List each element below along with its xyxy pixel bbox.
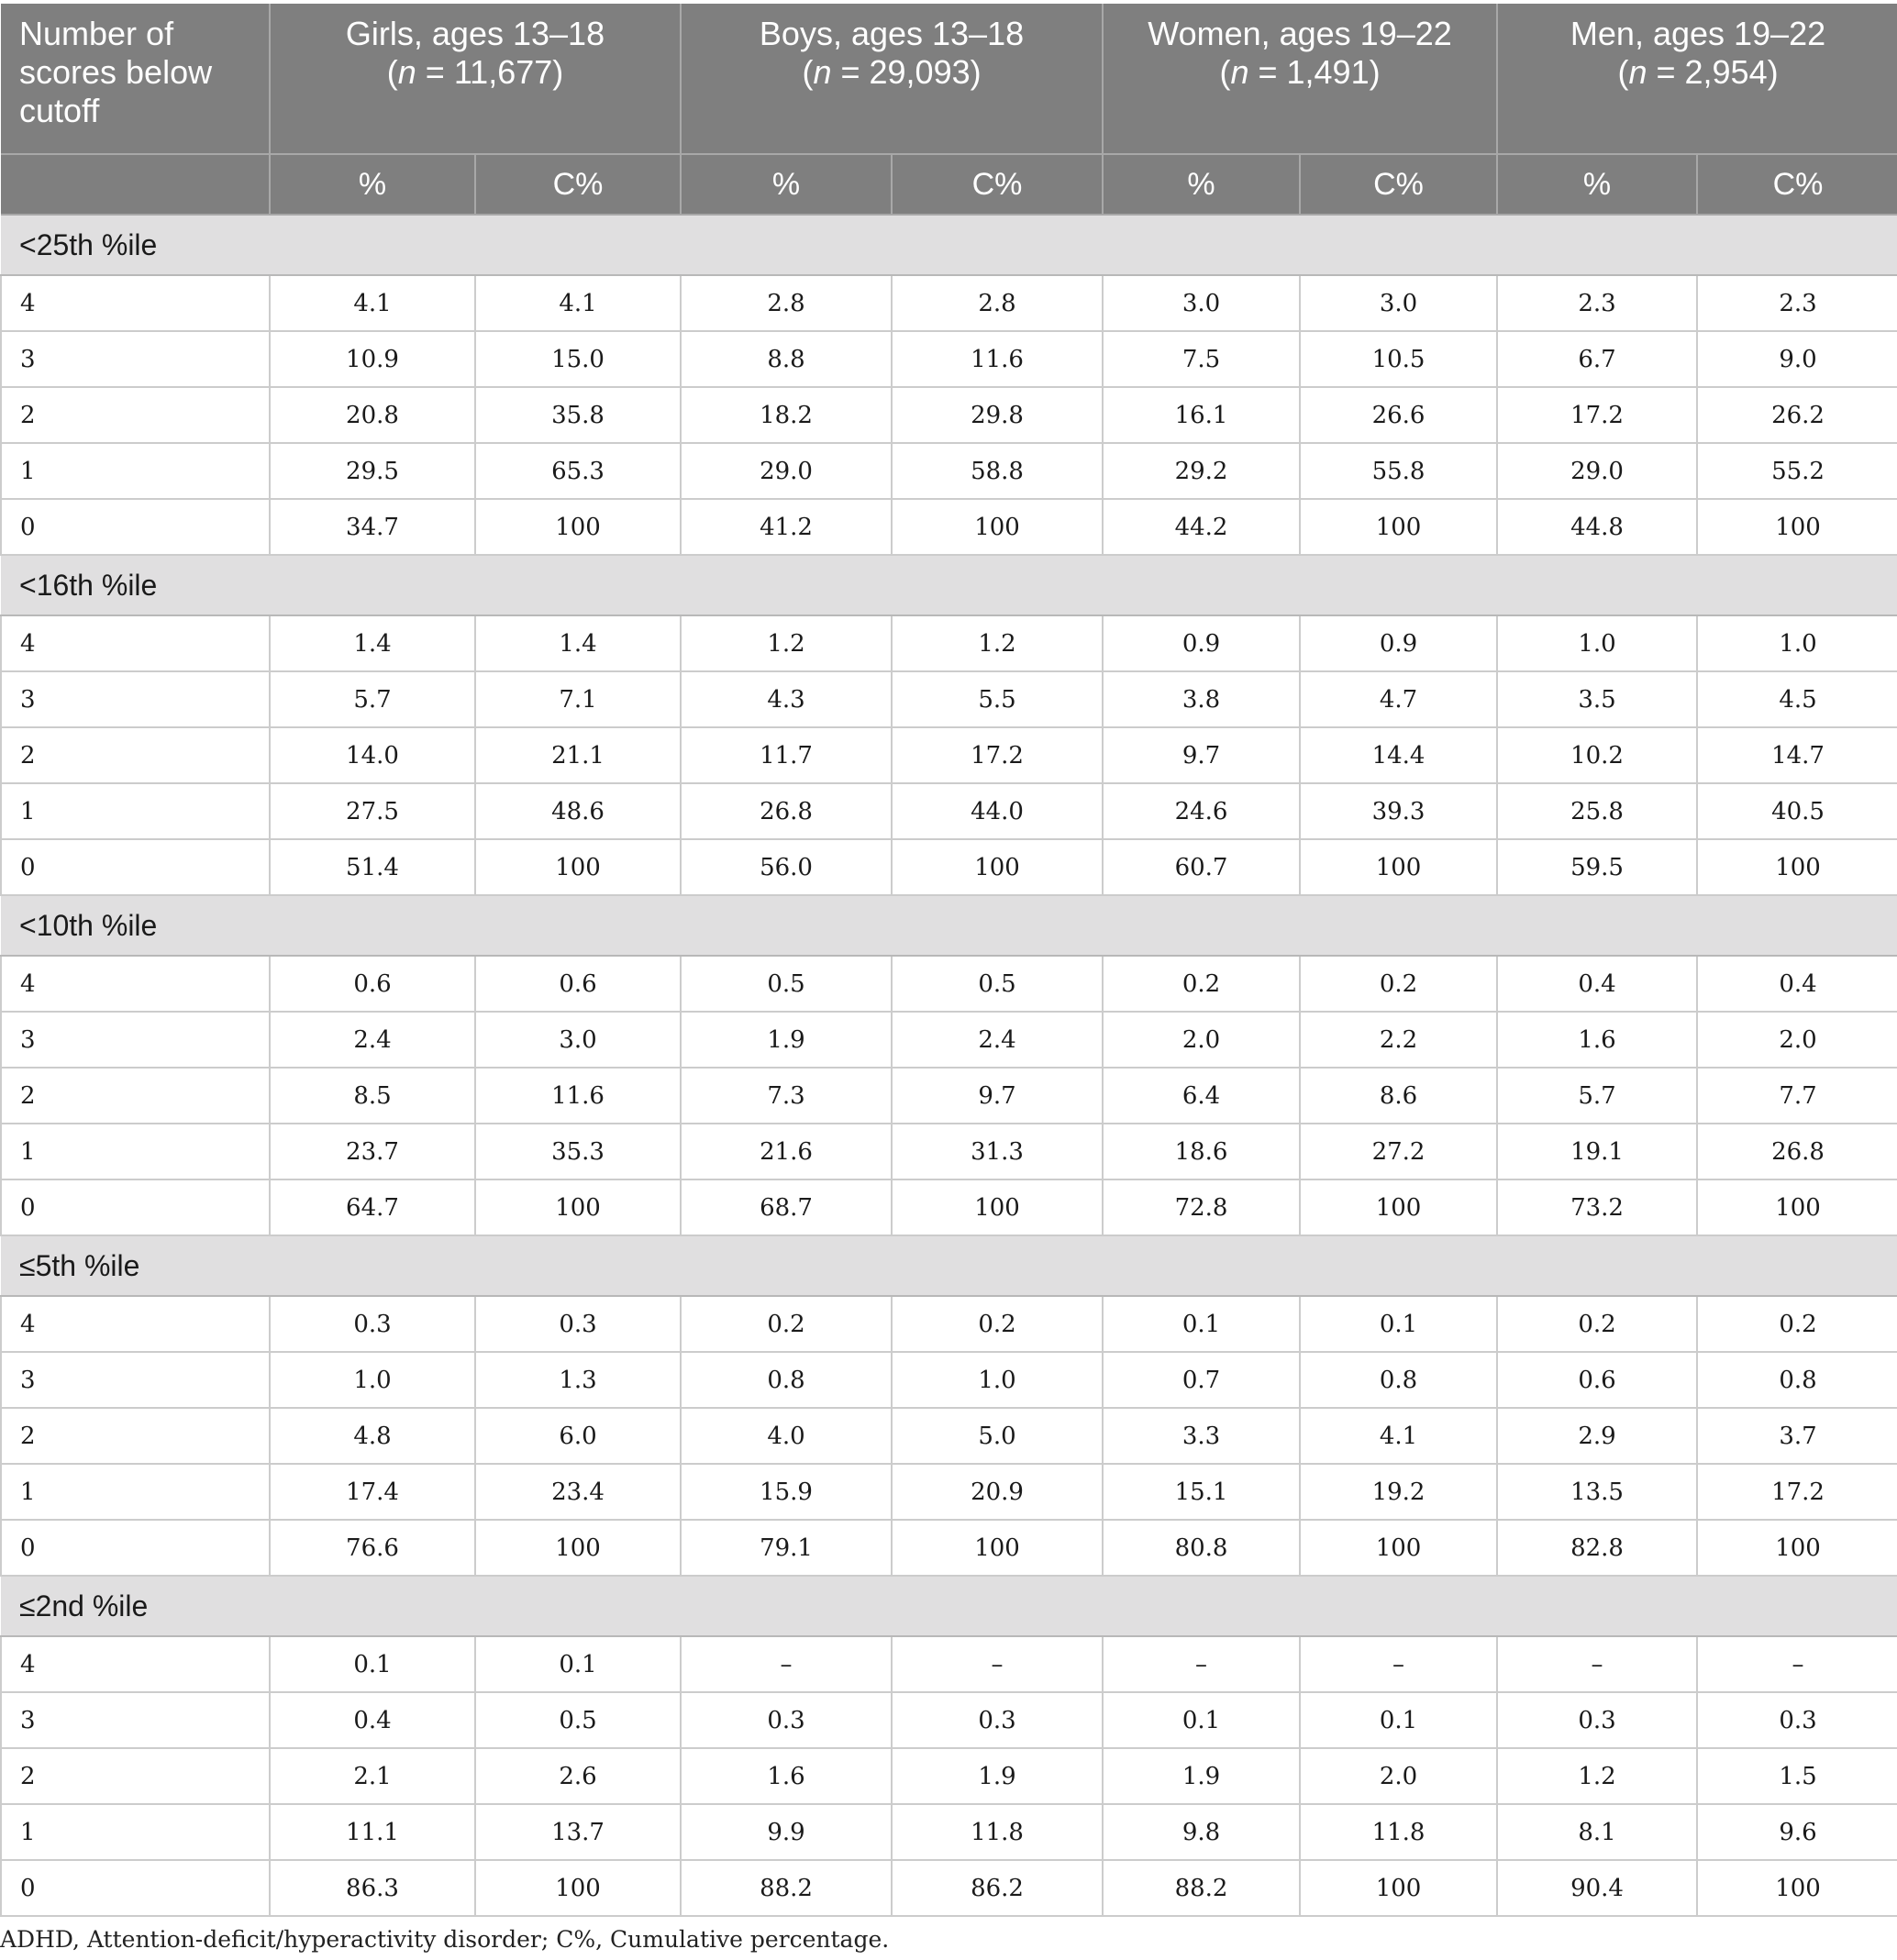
percent-cell: 0.3	[270, 1296, 475, 1352]
subheader-cumulative-percent: C%	[475, 154, 681, 215]
percent-cell: 4.8	[270, 1408, 475, 1464]
cumulative-percent-cell: 1.0	[892, 1352, 1103, 1408]
table-row	[1, 727, 1897, 783]
cumulative-percent-cell: 0.1	[1300, 1692, 1497, 1748]
percent-cell: 20.8	[270, 387, 475, 443]
subheader-cumulative-percent: C%	[1697, 154, 1897, 215]
group-header-boys	[681, 4, 1103, 154]
percent-cell: 0.6	[1497, 1352, 1697, 1408]
section-row	[1, 555, 1897, 615]
group-title: Girls, ages 13–18	[345, 15, 605, 52]
group-title: Men, ages 19–22	[1570, 15, 1826, 52]
group-n: (n = 29,093)	[802, 53, 982, 91]
table-body	[1, 215, 1897, 1916]
cumulative-percent-cell: 100	[1300, 1520, 1497, 1576]
percent-cell: 0.5	[681, 956, 892, 1012]
percent-cell: 18.6	[1103, 1124, 1300, 1179]
cumulative-percent-cell: 1.5	[1697, 1748, 1897, 1804]
cumulative-percent-cell: 0.3	[892, 1692, 1103, 1748]
percent-cell: 11.1	[270, 1804, 475, 1860]
percent-cell: 44.2	[1103, 499, 1300, 555]
cumulative-percent-cell: 11.8	[892, 1804, 1103, 1860]
cumulative-percent-cell: 100	[1300, 499, 1497, 555]
percent-cell: 6.7	[1497, 331, 1697, 387]
cumulative-percent-cell: 2.8	[892, 275, 1103, 331]
subheader-percent: %	[1103, 154, 1300, 215]
subheader-empty	[1, 154, 270, 215]
row-count-label: 2	[1, 727, 270, 783]
percent-cell: 5.7	[1497, 1068, 1697, 1124]
cumulative-percent-cell: 0.2	[1300, 956, 1497, 1012]
cumulative-percent-cell: 26.6	[1300, 387, 1497, 443]
percent-cell: 0.3	[681, 1692, 892, 1748]
percent-cell: 0.7	[1103, 1352, 1300, 1408]
percent-cell: 1.9	[681, 1012, 892, 1068]
cumulative-percent-cell: 100	[475, 1520, 681, 1576]
cumulative-percent-cell: 14.4	[1300, 727, 1497, 783]
percent-cell: 26.8	[681, 783, 892, 839]
percent-cell: 2.8	[681, 275, 892, 331]
cumulative-percent-cell: 55.8	[1300, 443, 1497, 499]
cumulative-percent-cell: 26.8	[1697, 1124, 1897, 1179]
cumulative-percent-cell: –	[1697, 1636, 1897, 1692]
percent-cell: 8.5	[270, 1068, 475, 1124]
table-footnote: ADHD, Attention-deficit/hyperactivity disorder; C%, Cumulative percentage.	[0, 1926, 890, 1953]
cumulative-percent-cell: 100	[475, 839, 681, 895]
cumulative-percent-cell: 0.9	[1300, 615, 1497, 671]
cumulative-percent-cell: 31.3	[892, 1124, 1103, 1179]
cumulative-percent-cell: 10.5	[1300, 331, 1497, 387]
table-row	[1, 783, 1897, 839]
cumulative-percent-cell: 0.1	[1300, 1296, 1497, 1352]
cumulative-percent-cell: 100	[892, 1520, 1103, 1576]
table-row	[1, 499, 1897, 555]
section-row	[1, 1235, 1897, 1296]
group-title: Boys, ages 13–18	[759, 15, 1025, 52]
cumulative-percent-cell: 58.8	[892, 443, 1103, 499]
percent-cell: 11.7	[681, 727, 892, 783]
percent-cell: –	[681, 1636, 892, 1692]
cumulative-percent-cell: 100	[1300, 839, 1497, 895]
cumulative-percent-cell: 40.5	[1697, 783, 1897, 839]
subheader-percent: %	[681, 154, 892, 215]
row-count-label: 3	[1, 1012, 270, 1068]
table-row	[1, 1012, 1897, 1068]
table-row	[1, 1804, 1897, 1860]
cumulative-percent-cell: 17.2	[892, 727, 1103, 783]
percent-cell: 79.1	[681, 1520, 892, 1576]
section-label: <25th %ile	[1, 215, 1897, 275]
cumulative-percent-cell: 19.2	[1300, 1464, 1497, 1520]
cumulative-percent-cell: 0.2	[1697, 1296, 1897, 1352]
cumulative-percent-cell: 9.7	[892, 1068, 1103, 1124]
percent-cell: 6.4	[1103, 1068, 1300, 1124]
table-row	[1, 1692, 1897, 1748]
row-count-label: 2	[1, 1068, 270, 1124]
percent-cell: 0.6	[270, 956, 475, 1012]
percent-cell: 1.0	[270, 1352, 475, 1408]
percent-cell: 7.5	[1103, 331, 1300, 387]
percent-cell: 7.3	[681, 1068, 892, 1124]
cumulative-percent-cell: 0.1	[475, 1636, 681, 1692]
row-count-label: 4	[1, 1296, 270, 1352]
percent-cell: 18.2	[681, 387, 892, 443]
percent-cell: 29.2	[1103, 443, 1300, 499]
subheader-percent: %	[270, 154, 475, 215]
row-count-label: 0	[1, 1860, 270, 1916]
cumulative-percent-cell: 100	[1300, 1179, 1497, 1235]
percent-cell: 1.9	[1103, 1748, 1300, 1804]
cumulative-percent-cell: 2.2	[1300, 1012, 1497, 1068]
row-count-label: 4	[1, 615, 270, 671]
cumulative-percent-cell: 17.2	[1697, 1464, 1897, 1520]
row-count-label: 1	[1, 1804, 270, 1860]
cumulative-percent-cell: 35.3	[475, 1124, 681, 1179]
table-row	[1, 1748, 1897, 1804]
group-header-women	[1103, 4, 1497, 154]
table-row	[1, 1520, 1897, 1576]
cumulative-percent-cell: 9.6	[1697, 1804, 1897, 1860]
percent-cell: 44.8	[1497, 499, 1697, 555]
percent-cell: 3.0	[1103, 275, 1300, 331]
percent-cell: 29.0	[681, 443, 892, 499]
section-row	[1, 215, 1897, 275]
cumulative-percent-cell: 2.0	[1697, 1012, 1897, 1068]
row-count-label: 1	[1, 1464, 270, 1520]
cumulative-percent-cell: 0.3	[475, 1296, 681, 1352]
table-row	[1, 1408, 1897, 1464]
percent-cell: 56.0	[681, 839, 892, 895]
percent-cell: 72.8	[1103, 1179, 1300, 1235]
percent-cell: 51.4	[270, 839, 475, 895]
cumulative-percent-cell: 9.0	[1697, 331, 1897, 387]
header-row-subcolumns	[1, 154, 1897, 215]
cumulative-percent-cell: –	[892, 1636, 1103, 1692]
cumulative-percent-cell: 11.6	[892, 331, 1103, 387]
subheader-cumulative-percent: C%	[1300, 154, 1497, 215]
percent-cell: 88.2	[681, 1860, 892, 1916]
cumulative-percent-cell: 7.7	[1697, 1068, 1897, 1124]
cumulative-percent-cell: 0.4	[1697, 956, 1897, 1012]
percent-cell: 68.7	[681, 1179, 892, 1235]
group-title: Women, ages 19–22	[1148, 15, 1452, 52]
percent-cell: 17.4	[270, 1464, 475, 1520]
row-count-label: 0	[1, 499, 270, 555]
percent-cell: 60.7	[1103, 839, 1300, 895]
percent-cell: 9.9	[681, 1804, 892, 1860]
cumulative-percent-cell: 39.3	[1300, 783, 1497, 839]
percent-cell: 0.1	[270, 1636, 475, 1692]
percent-cell: 64.7	[270, 1179, 475, 1235]
cumulative-percent-cell: 100	[1697, 839, 1897, 895]
group-n: (n = 2,954)	[1617, 53, 1779, 91]
section-row	[1, 895, 1897, 956]
header-row-groups	[1, 4, 1897, 154]
percent-cell: 1.2	[1497, 1748, 1697, 1804]
percent-cell: 4.0	[681, 1408, 892, 1464]
group-n: (n = 11,677)	[386, 53, 564, 91]
cumulative-percent-cell: 100	[1697, 1179, 1897, 1235]
percent-cell: 59.5	[1497, 839, 1697, 895]
percent-cell: 0.4	[270, 1692, 475, 1748]
cumulative-percent-cell: 0.5	[475, 1692, 681, 1748]
cumulative-percent-cell: 100	[475, 1179, 681, 1235]
percent-cell: 10.2	[1497, 727, 1697, 783]
cumulative-percent-cell: –	[1300, 1636, 1497, 1692]
percent-cell: 29.5	[270, 443, 475, 499]
cumulative-percent-cell: 14.7	[1697, 727, 1897, 783]
cumulative-percent-cell: 26.2	[1697, 387, 1897, 443]
cumulative-percent-cell: 7.1	[475, 671, 681, 727]
percent-cell: 29.0	[1497, 443, 1697, 499]
cumulative-percent-cell: 0.6	[475, 956, 681, 1012]
cumulative-percent-cell: 100	[475, 1860, 681, 1916]
cumulative-percent-cell: 0.5	[892, 956, 1103, 1012]
percent-cell: 5.7	[270, 671, 475, 727]
group-header-girls	[270, 4, 681, 154]
percent-cell: 1.2	[681, 615, 892, 671]
percent-cell: 2.0	[1103, 1012, 1300, 1068]
table-row	[1, 1124, 1897, 1179]
cumulative-percent-cell: 0.3	[1697, 1692, 1897, 1748]
cumulative-percent-cell: 13.7	[475, 1804, 681, 1860]
row-count-label: 1	[1, 783, 270, 839]
row-count-label: 1	[1, 1124, 270, 1179]
cumulative-percent-cell: 3.0	[1300, 275, 1497, 331]
row-count-label: 0	[1, 1179, 270, 1235]
percent-cell: 0.2	[1103, 956, 1300, 1012]
cumulative-percent-cell: 20.9	[892, 1464, 1103, 1520]
table-row	[1, 1860, 1897, 1916]
table-row	[1, 671, 1897, 727]
percent-cell: 0.1	[1103, 1692, 1300, 1748]
percent-cell: 9.8	[1103, 1804, 1300, 1860]
row-count-label: 3	[1, 1692, 270, 1748]
percent-cell: 3.8	[1103, 671, 1300, 727]
percent-cell: 1.4	[270, 615, 475, 671]
section-label: <10th %ile	[1, 895, 1897, 956]
percent-cell: 1.6	[681, 1748, 892, 1804]
cutoff-score-table	[0, 4, 1897, 1917]
cumulative-percent-cell: 8.6	[1300, 1068, 1497, 1124]
percent-cell: 86.3	[270, 1860, 475, 1916]
cumulative-percent-cell: 2.6	[475, 1748, 681, 1804]
percent-cell: 21.6	[681, 1124, 892, 1179]
cumulative-percent-cell: 23.4	[475, 1464, 681, 1520]
percent-cell: 4.3	[681, 671, 892, 727]
percent-cell: 0.4	[1497, 956, 1697, 1012]
cumulative-percent-cell: 100	[892, 499, 1103, 555]
percent-cell: 23.7	[270, 1124, 475, 1179]
percent-cell: 2.9	[1497, 1408, 1697, 1464]
cumulative-percent-cell: 29.8	[892, 387, 1103, 443]
cumulative-percent-cell: 2.0	[1300, 1748, 1497, 1804]
table-row	[1, 1636, 1897, 1692]
cumulative-percent-cell: 0.8	[1300, 1352, 1497, 1408]
percent-cell: 15.9	[681, 1464, 892, 1520]
section-label: <16th %ile	[1, 555, 1897, 615]
cumulative-percent-cell: 2.3	[1697, 275, 1897, 331]
percent-cell: 34.7	[270, 499, 475, 555]
group-header-men	[1497, 4, 1897, 154]
cumulative-percent-cell: 100	[475, 499, 681, 555]
cumulative-percent-cell: 15.0	[475, 331, 681, 387]
section-label: ≤2nd %ile	[1, 1576, 1897, 1636]
cumulative-percent-cell: 65.3	[475, 443, 681, 499]
row-count-label: 3	[1, 331, 270, 387]
row-count-label: 3	[1, 671, 270, 727]
cumulative-percent-cell: 100	[1300, 1860, 1497, 1916]
section-row	[1, 1576, 1897, 1636]
table-row	[1, 1352, 1897, 1408]
table-row	[1, 1179, 1897, 1235]
cumulative-percent-cell: 5.5	[892, 671, 1103, 727]
percent-cell: 0.2	[681, 1296, 892, 1352]
row-count-label: 2	[1, 387, 270, 443]
table-row	[1, 839, 1897, 895]
percent-cell: 0.3	[1497, 1692, 1697, 1748]
cumulative-percent-cell: 3.0	[475, 1012, 681, 1068]
cumulative-percent-cell: 48.6	[475, 783, 681, 839]
percent-cell: –	[1497, 1636, 1697, 1692]
row-count-label: 0	[1, 1520, 270, 1576]
percent-cell: 2.3	[1497, 275, 1697, 331]
percent-cell: 10.9	[270, 331, 475, 387]
cumulative-percent-cell: 2.4	[892, 1012, 1103, 1068]
table-row	[1, 615, 1897, 671]
cumulative-percent-cell: 4.1	[1300, 1408, 1497, 1464]
row-count-label: 4	[1, 275, 270, 331]
cumulative-percent-cell: 100	[892, 1179, 1103, 1235]
cumulative-percent-cell: 35.8	[475, 387, 681, 443]
percent-cell: 80.8	[1103, 1520, 1300, 1576]
percent-cell: 0.2	[1497, 1296, 1697, 1352]
cumulative-percent-cell: 44.0	[892, 783, 1103, 839]
percent-cell: 14.0	[270, 727, 475, 783]
percent-cell: 3.5	[1497, 671, 1697, 727]
cumulative-percent-cell: 6.0	[475, 1408, 681, 1464]
table-row	[1, 387, 1897, 443]
percent-cell: 3.3	[1103, 1408, 1300, 1464]
cumulative-percent-cell: 1.4	[475, 615, 681, 671]
percent-cell: 27.5	[270, 783, 475, 839]
percent-cell: 2.4	[270, 1012, 475, 1068]
percent-cell: 82.8	[1497, 1520, 1697, 1576]
table-header	[1, 4, 1897, 215]
table-row	[1, 331, 1897, 387]
cumulative-percent-cell: 4.1	[475, 275, 681, 331]
percent-cell: 1.0	[1497, 615, 1697, 671]
percent-cell: 4.1	[270, 275, 475, 331]
cumulative-percent-cell: 0.8	[1697, 1352, 1897, 1408]
percent-cell: 90.4	[1497, 1860, 1697, 1916]
percent-cell: –	[1103, 1636, 1300, 1692]
percent-cell: 13.5	[1497, 1464, 1697, 1520]
cumulative-percent-cell: 100	[892, 839, 1103, 895]
percent-cell: 19.1	[1497, 1124, 1697, 1179]
subheader-percent: %	[1497, 154, 1697, 215]
cumulative-percent-cell: 100	[1697, 1520, 1897, 1576]
percent-cell: 0.8	[681, 1352, 892, 1408]
percent-cell: 8.8	[681, 331, 892, 387]
cumulative-percent-cell: 11.8	[1300, 1804, 1497, 1860]
cumulative-percent-cell: 3.7	[1697, 1408, 1897, 1464]
table-row	[1, 1296, 1897, 1352]
table-row	[1, 443, 1897, 499]
cumulative-percent-cell: 55.2	[1697, 443, 1897, 499]
cumulative-percent-cell: 21.1	[475, 727, 681, 783]
cumulative-percent-cell: 86.2	[892, 1860, 1103, 1916]
cumulative-percent-cell: 1.0	[1697, 615, 1897, 671]
cumulative-percent-cell: 4.5	[1697, 671, 1897, 727]
percent-cell: 2.1	[270, 1748, 475, 1804]
cumulative-percent-cell: 1.9	[892, 1748, 1103, 1804]
row-count-label: 4	[1, 956, 270, 1012]
cumulative-percent-cell: 100	[1697, 499, 1897, 555]
percent-cell: 88.2	[1103, 1860, 1300, 1916]
percent-cell: 41.2	[681, 499, 892, 555]
percent-cell: 24.6	[1103, 783, 1300, 839]
row-count-label: 2	[1, 1748, 270, 1804]
cumulative-percent-cell: 4.7	[1300, 671, 1497, 727]
cumulative-percent-cell: 27.2	[1300, 1124, 1497, 1179]
percent-cell: 0.1	[1103, 1296, 1300, 1352]
row-count-label: 4	[1, 1636, 270, 1692]
table-row	[1, 956, 1897, 1012]
row-count-label: 2	[1, 1408, 270, 1464]
group-n: (n = 1,491)	[1219, 53, 1381, 91]
table-row	[1, 275, 1897, 331]
row-label-header: Number of scores below cutoff	[1, 4, 270, 154]
percent-cell: 1.6	[1497, 1012, 1697, 1068]
percent-cell: 0.9	[1103, 615, 1300, 671]
percent-cell: 25.8	[1497, 783, 1697, 839]
percent-cell: 17.2	[1497, 387, 1697, 443]
cumulative-percent-cell: 11.6	[475, 1068, 681, 1124]
percent-cell: 9.7	[1103, 727, 1300, 783]
row-count-label: 0	[1, 839, 270, 895]
subheader-cumulative-percent: C%	[892, 154, 1103, 215]
percent-cell: 15.1	[1103, 1464, 1300, 1520]
percent-cell: 76.6	[270, 1520, 475, 1576]
cumulative-percent-cell: 100	[1697, 1860, 1897, 1916]
table-row	[1, 1464, 1897, 1520]
percent-cell: 73.2	[1497, 1179, 1697, 1235]
section-label: ≤5th %ile	[1, 1235, 1897, 1296]
percent-cell: 8.1	[1497, 1804, 1697, 1860]
percent-cell: 16.1	[1103, 387, 1300, 443]
cumulative-percent-cell: 1.2	[892, 615, 1103, 671]
row-count-label: 1	[1, 443, 270, 499]
cumulative-percent-cell: 0.2	[892, 1296, 1103, 1352]
row-count-label: 3	[1, 1352, 270, 1408]
cumulative-percent-cell: 1.3	[475, 1352, 681, 1408]
cumulative-percent-cell: 5.0	[892, 1408, 1103, 1464]
table-row	[1, 1068, 1897, 1124]
